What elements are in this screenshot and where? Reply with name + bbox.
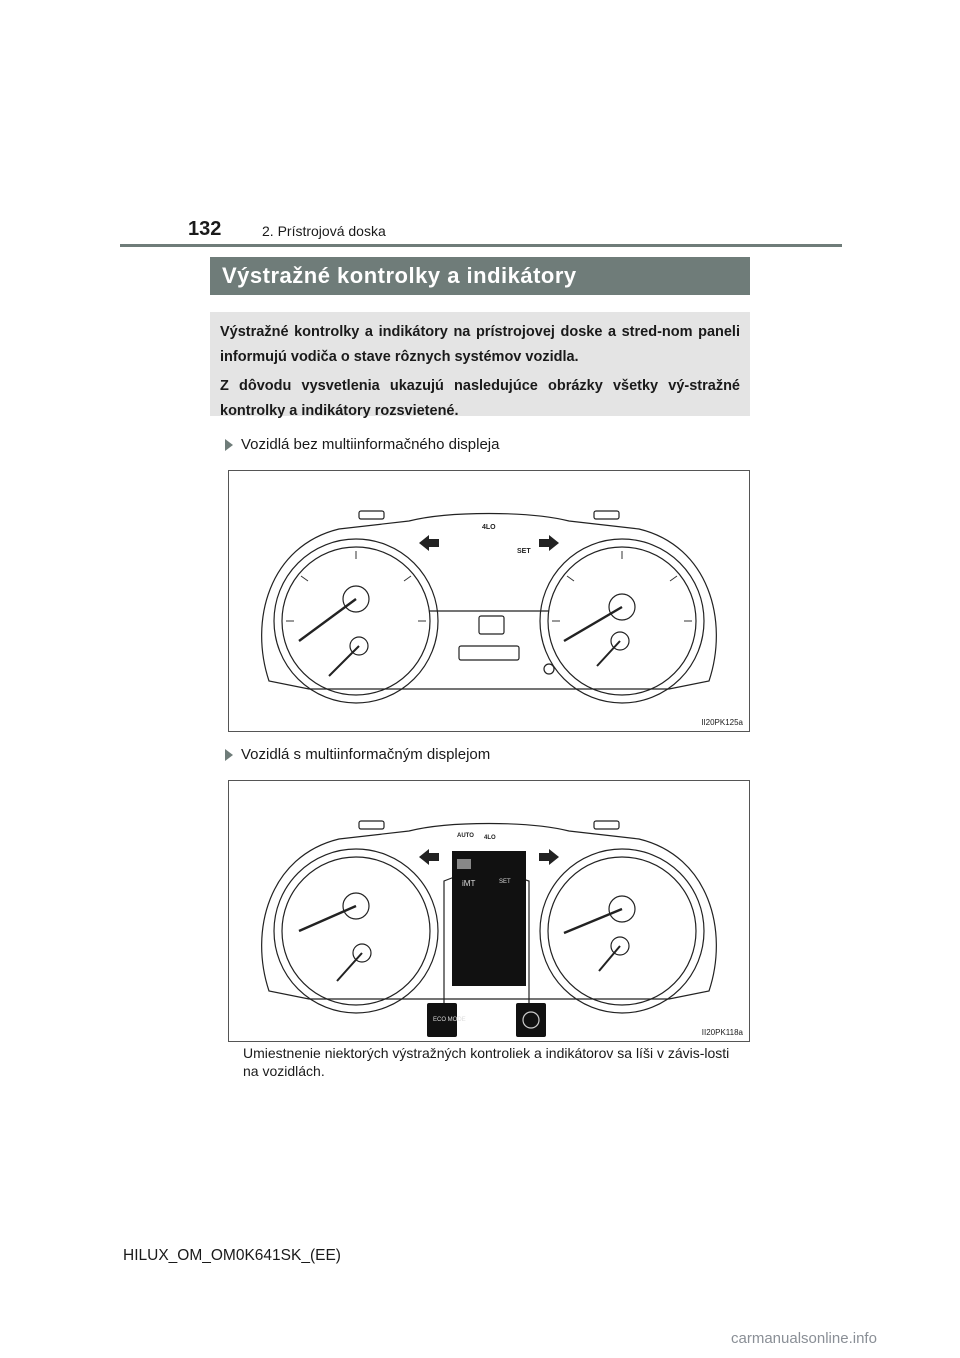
variant-label-text: Vozidlá bez multiinformačného displeja (241, 436, 500, 453)
instrument-cluster-illustration (229, 471, 749, 731)
indicator-4lo: 4LO (484, 835, 496, 841)
figure-code: II20PK125a (701, 718, 743, 727)
triangle-bullet-icon (225, 749, 233, 761)
figure-cluster-with-display (228, 780, 750, 1042)
indicator-auto: AUTO (457, 833, 474, 839)
intro-paragraph-1: Výstražné kontrolky a indikátory na prístrojovej doske a stred-nom paneli informujú vodiča o stave rôznych systémov vozidla. (220, 324, 740, 365)
eco-mode-label: ECO MODE (433, 1017, 466, 1023)
variant-label-no-display (225, 436, 499, 453)
figure-cluster-without-display (228, 470, 750, 732)
indicator-set: SET (499, 879, 511, 885)
triangle-bullet-icon (225, 439, 233, 451)
intro-paragraph-2: Z dôvodu vysvetlenia ukazujú nasledujúce obrázky všetky vý-stražné kontrolky a indikátory rozsvietené. (220, 378, 740, 419)
page-number: 132 (188, 218, 222, 240)
document-footer: HILUX_OM_OM0K641SK_(EE) (123, 1247, 341, 1264)
header-divider (120, 244, 842, 247)
section-title: 2. Prístrojová doska (262, 223, 386, 239)
intro-box (210, 312, 750, 419)
indicator-set: SET (517, 548, 531, 555)
page-heading: Výstražné kontrolky a indikátory (210, 257, 750, 295)
figure-note: Umiestnenie niektorých výstražných kontroliek a indikátorov sa líši v závis-losti na vozidlách. (243, 1045, 730, 1079)
indicator-imt: iMT (462, 879, 476, 888)
figure-code: II20PK118a (701, 1028, 743, 1037)
variant-label-with-display (225, 746, 490, 763)
variant-label-text: Vozidlá s multiinformačným displejom (241, 746, 491, 763)
watermark: carmanualsonline.info (731, 1330, 877, 1347)
instrument-cluster-illustration (229, 781, 749, 1041)
indicator-4lo: 4LO (482, 524, 496, 531)
speed-limiter-button (516, 1003, 546, 1037)
